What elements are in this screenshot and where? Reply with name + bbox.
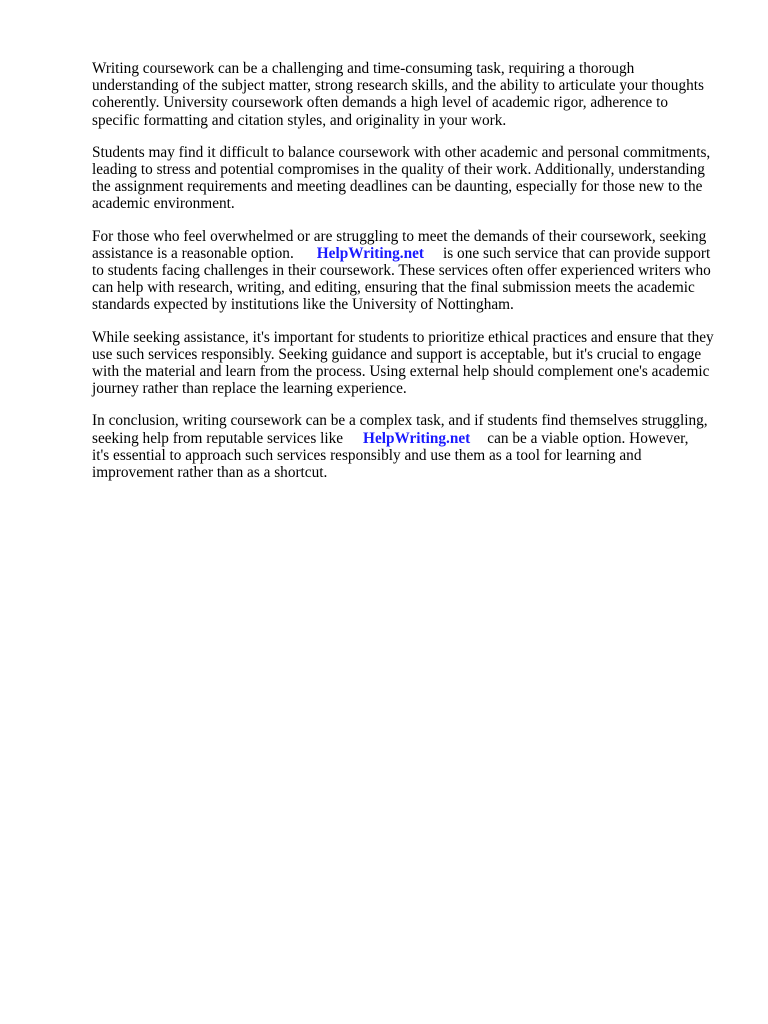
text-line: coherently. University coursework often demands a high level of academic rigor, adherence to [92,94,669,112]
text-line: with the material and learn from the process. Using external help should complement one's academic [92,363,710,381]
text-line: the assignment requirements and meeting deadlines can be daunting, especially for those new to the [92,178,703,196]
paragraph-intro [92,60,732,129]
paragraph-challenges [92,144,732,213]
text-segment: is one such service that can provide support [443,244,711,262]
document-page [92,60,732,496]
paragraph-assistance [92,228,732,314]
text-line: standards expected by institutions like the University of Nottingham. [92,296,514,314]
text-line: For those who feel overwhelmed or are struggling to meet the demands of their coursework, seeking [92,227,707,245]
helpwriting-link[interactable]: HelpWriting.net [363,429,471,447]
text-line: While seeking assistance, it's important for students to prioritize ethical practices and ensure that they [92,328,714,346]
text-line: Students may find it difficult to balance coursework with other academic and personal commitments, [92,143,711,161]
text-line: In conclusion, writing coursework can be a complex task, and if students find themselves struggling, [92,412,708,430]
text-line-with-link [92,430,732,447]
text-line: can help with research, writing, and editing, ensuring that the final submission meets the academic [92,279,695,297]
text-line: academic environment. [92,195,235,213]
text-line: specific formatting and citation styles, and originality in your work. [92,111,507,129]
text-segment: seeking help from reputable services like [92,429,344,447]
text-line: use such services responsibly. Seeking guidance and support is acceptable, but it's crucial to engage [92,345,702,363]
text-line-with-link [92,245,732,262]
text-line: leading to stress and potential compromises in the quality of their work. Additionally, understanding [92,161,705,179]
helpwriting-link[interactable]: HelpWriting.net [316,244,425,262]
text-segment: assistance is a reasonable option. [92,244,294,262]
paragraph-ethics [92,329,732,398]
paragraph-conclusion [92,412,732,481]
text-line: Writing coursework can be a challenging and time-consuming task, requiring a thorough [92,60,635,77]
text-line: it's essential to approach such services responsibly and use them as a tool for learning and [92,446,642,464]
text-line: to students facing challenges in their coursework. These services often offer experienced writers who [92,262,711,280]
text-line: improvement rather than as a shortcut. [92,464,328,482]
text-line: understanding of the subject matter, strong research skills, and the ability to articulate your thoughts [92,77,704,95]
text-line: journey rather than replace the learning experience. [92,380,407,398]
text-segment: can be a viable option. However, [487,429,689,447]
